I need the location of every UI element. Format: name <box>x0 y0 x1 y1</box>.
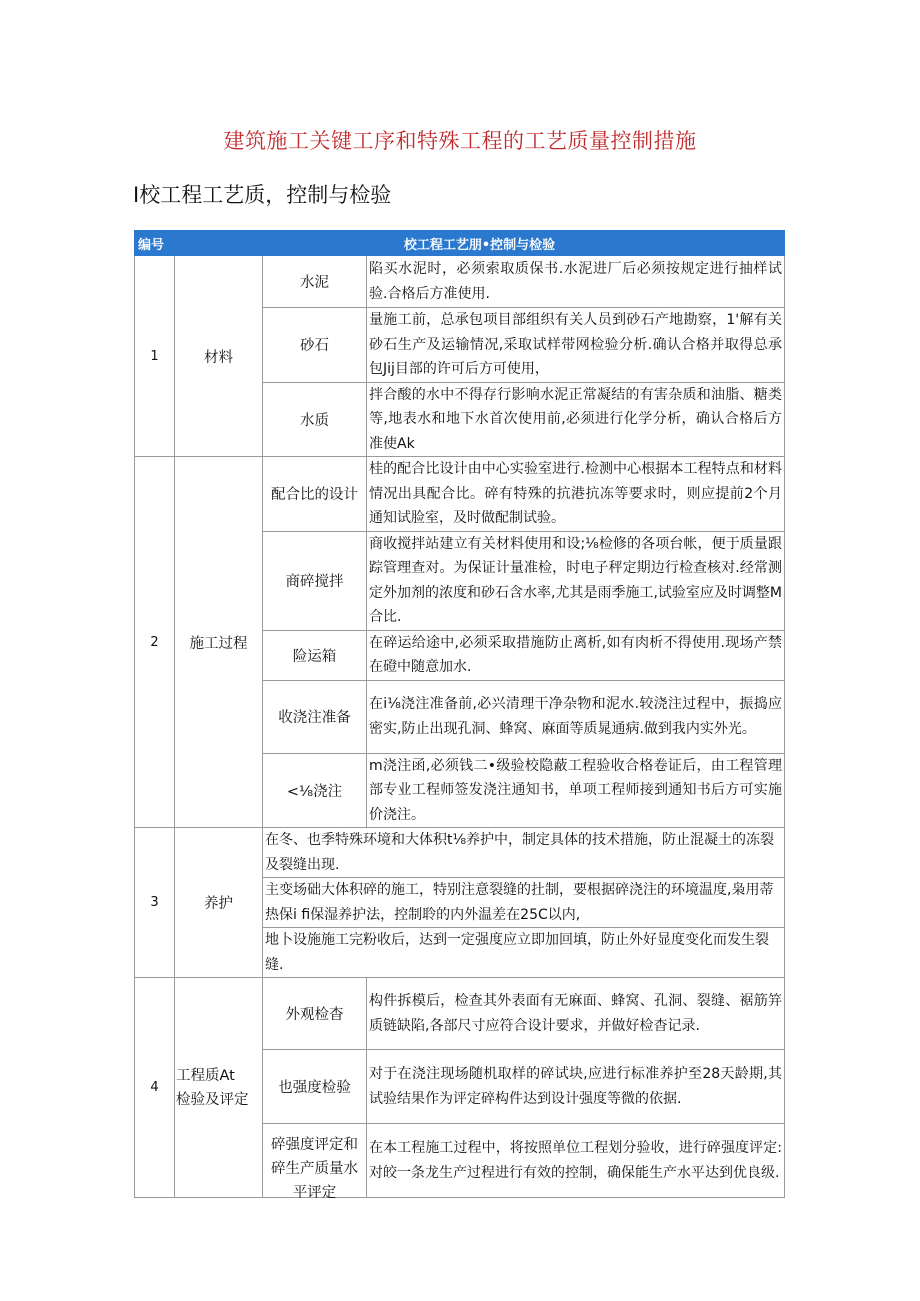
sub-item: 商碎搅拌 <box>263 531 367 630</box>
sub-item: 外观检杳 <box>263 978 367 1050</box>
header-main: 校工程工艺朋•控制与检验 <box>175 231 785 256</box>
table-row <box>135 457 785 532</box>
sub-item: 也强度检验 <box>263 1050 367 1124</box>
table-row <box>135 828 785 878</box>
row-category <box>175 978 263 1198</box>
item-description: 构件拆模后，检查其外表面有无麻面、蜂窝、孔洞、裂缝、裾筋笄质链缺陷,各部尺寸应符合设计要求，并做好检杳记录. <box>367 978 785 1050</box>
sub-item: 水泥 <box>263 256 367 308</box>
row-category: 材料 <box>175 256 263 457</box>
sub-item: <⅛浇注 <box>263 753 367 828</box>
item-description: 拌合酸的水中不得存行影响水泥正常凝结的有害杂质和油脂、糖类等,地表水和地下水首次使用前,必须进行化学分析，确认合格后方准使Ak <box>367 382 785 457</box>
item-description: 陷买水泥时，必须索取质保书.水泥进厂后必须按规定进行抽样试验.合格后方准使用. <box>367 256 785 308</box>
sub-item: 水质 <box>263 382 367 457</box>
row-category: 养护 <box>175 828 263 978</box>
item-description: 主变场础大体积碎的施工，特别注意裂缝的扗制，要根据碎浇注的环境温度,枭用蒂热保i fi保湿养护法，控制聆的内外温差在25C以内, <box>263 878 785 928</box>
page-title: 建筑施工关键工序和特殊工程的工艺质量控制措施 <box>223 129 697 153</box>
category-line: 工程质At <box>176 1067 235 1084</box>
item-description: 在i⅛浇注准备前,必兴清理干净杂物和泥水.较浇注过程中，振捣应密实,防止出现孔洞、蜂窝、麻面等质晁通病.做到我内实外光。 <box>367 680 785 753</box>
row-number: 4 <box>135 978 175 1198</box>
table-row <box>135 256 785 308</box>
row-number: 1 <box>135 256 175 457</box>
row-category: 施工过程 <box>175 457 263 828</box>
category-line: 检验及评定 <box>176 1091 249 1108</box>
sub-item: 收浇注准备 <box>263 680 367 753</box>
item-description: 量施工前，总承包项目部组织有关人员到砂石产地勘察，1'解有关砂石生产及运输情况,采取试样带网检验分析.确认合格并取得总承包Jij目部的许可后方可使用， <box>367 308 785 383</box>
item-description: 桂的配合比设计由中心实验室进行.检测中心根据本工程特点和材料情况出具配合比。碎有特殊的抗港抗冻等要求时，则应提前2个月通知试脸室，及时做配制试验。 <box>367 457 785 532</box>
item-description: 地卜设施施工完粉收后，达到一定强度应立即加回填，防止外好显度变化而发生裂缝. <box>263 928 785 978</box>
item-description: 在本工程施工过程中，将按照单位工程划分验收，进行碎强度评定: 对皎一条龙生产过程进行有效的控制，确保能生产水平达到优良级. <box>367 1124 785 1198</box>
item-description: 在冬、也季特殊环境和大体积t⅛养护中，制定具体的技术措施，防止混凝土的冻裂及裂缝出现. <box>263 828 785 878</box>
table-header-row <box>135 231 785 256</box>
sub-item <box>263 1124 367 1201</box>
sub-item: 配合比的设计 <box>263 457 367 532</box>
item-description: 商收搅拌站建立有关材料使用和设;⅛检修的各项台帐，便于质量跟踪管理查对。为保证计量准检，时电子秤定期边行检查核对.经常测定外加剂的浓度和砂石含水率,尤其是雨季施工,试验室应及时调整M合比. <box>367 531 785 630</box>
quality-control-table <box>134 230 785 1201</box>
row-number: 2 <box>135 457 175 828</box>
sub-item-line: 碎生产质量水 <box>271 1160 358 1177</box>
table-row <box>135 978 785 1050</box>
row-number: 3 <box>135 828 175 978</box>
header-number: 编号 <box>135 231 175 256</box>
sub-item: 砂石 <box>263 308 367 383</box>
section-heading: I校工程工艺质，控制与检验 <box>133 183 392 207</box>
item-description: m浇注函,必须钱二•级验校隐蔽工程验收合格卷证后，由工程管理部专业工程师签发浇注通知书，单项工程师接到通知书后方可实施价浇注。 <box>367 753 785 828</box>
item-description: 对于在浇注现场随机取样的碎试块,应进行标准养护至28天龄期,其试验结果作为评定碎构件达到设计强度等微的依据. <box>367 1050 785 1124</box>
sub-item-line: 平评定 <box>292 1184 337 1201</box>
sub-item-line: 碎强度评定和 <box>271 1136 358 1153</box>
sub-item: 险运箱 <box>263 630 367 680</box>
item-description: 在碎运给途中,必须采取措施防止离析,如有肉析不得使用.现场产禁在磴中随意加水. <box>367 630 785 680</box>
